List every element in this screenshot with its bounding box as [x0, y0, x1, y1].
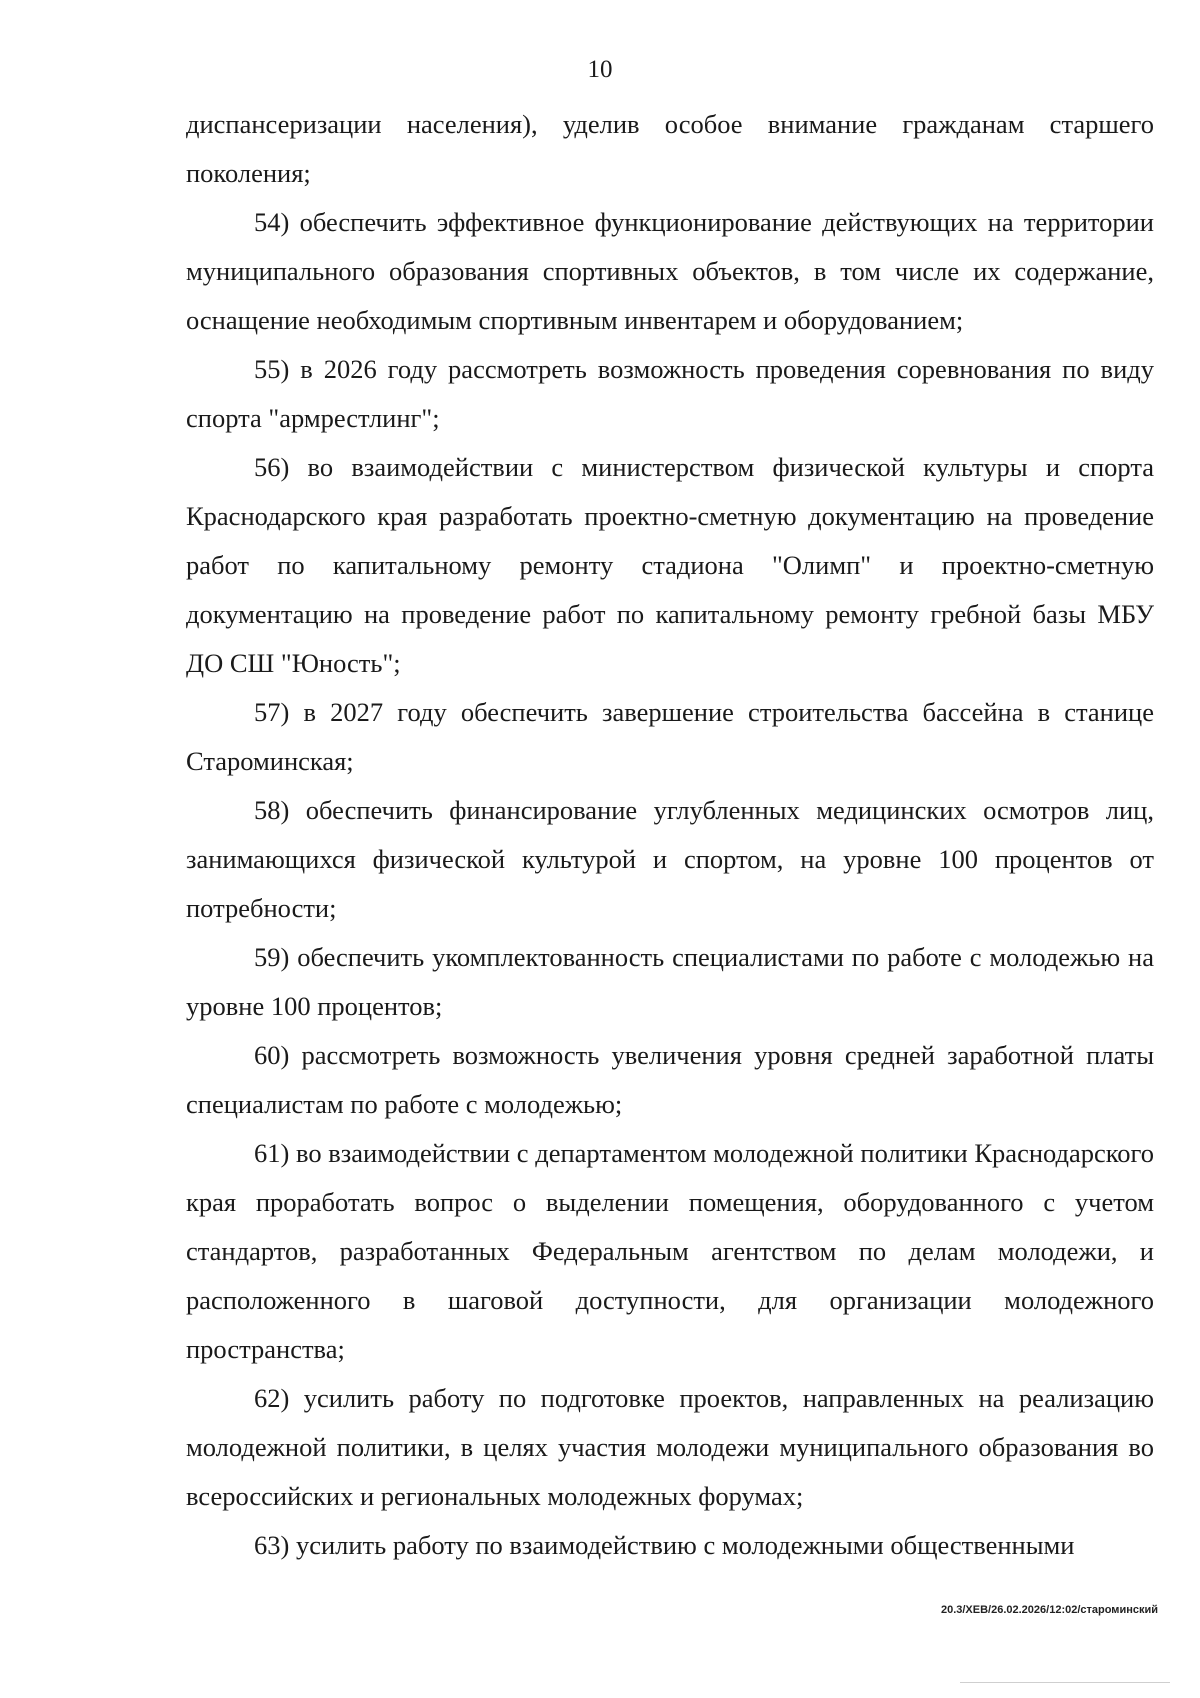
paragraph-item-63: 63) усилить работу по взаимодействию с молодежными общественными	[254, 1530, 1075, 1560]
paragraph-item-55: 55) в 2026 году рассмотреть возможность проведения соревнования по виду спорта "армрестлинг";	[186, 354, 1154, 433]
paragraph-item-61: 61) во взаимодействии с департаментом молодежной политики Краснодарского края проработать вопрос о выделении помещения, оборудованного с учетом стандартов, разработанных Федеральным агентством по делам молодежи, и расположенного в шаговой доступности, для организации молодежного пространства;	[186, 1138, 1154, 1364]
footer-divider	[960, 1682, 1170, 1683]
paragraph-item-58: 58) обеспечить финансирование углубленных медицинских осмотров лиц, занимающихся физической культурой и спортом, на уровне 100 процентов от потребности;	[186, 795, 1154, 923]
paragraph-item-56: 56) во взаимодействии с министерством физической культуры и спорта Краснодарского края разработать проектно-сметную документацию на проведение работ по капитальному ремонту стадиона "Олимп" и проектно-сметную документацию на проведение работ по капитальному ремонту гребной базы МБУ ДО СШ "Юность";	[186, 452, 1154, 678]
document-body	[186, 100, 1154, 1570]
paragraph-item-62: 62) усилить работу по подготовке проектов, направленных на реализацию молодежной политики, в целях участия молодежи муниципального образования во всероссийских и региональных молодежных форумах;	[186, 1383, 1154, 1511]
paragraph-item-57: 57) в 2027 году обеспечить завершение строительства бассейна в станице Староминская;	[186, 697, 1154, 776]
page-number: 10	[587, 56, 613, 83]
paragraph-continuation: диспансеризации населения), уделив особое внимание гражданам старшего поколения;	[186, 109, 1154, 188]
document-registration-code: 20.3/ХЕВ/26.02.2026/12:02/староминский	[940, 1604, 1158, 1616]
paragraph-item-54: 54) обеспечить эффективное функционирование действующих на территории муниципального образования спортивных объектов, в том числе их содержание, оснащение необходимым спортивным инвентарем и оборудованием;	[186, 207, 1154, 335]
paragraph-item-60: 60) рассмотреть возможность увеличения уровня средней заработной платы специалистам по работе с молодежью;	[186, 1040, 1154, 1119]
paragraph-item-59: 59) обеспечить укомплектованность специалистами по работе с молодежью на уровне 100 процентов;	[186, 942, 1154, 1021]
